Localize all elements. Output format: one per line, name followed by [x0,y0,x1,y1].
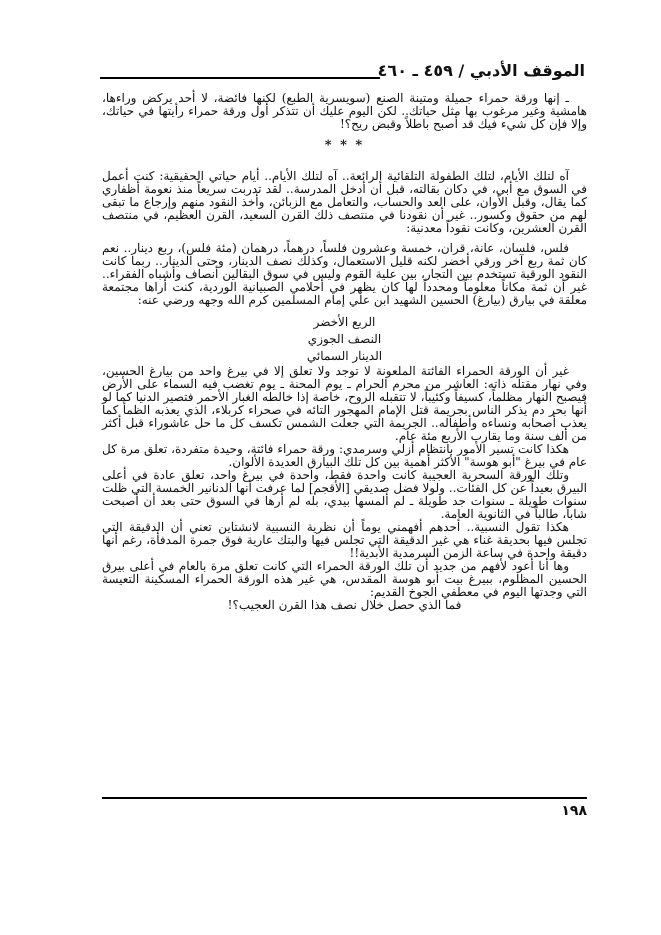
paragraph-3: فلس، فلسان، عانة، قران، خمسة وعشرون فلساً، درهماً، درهمان (مئة فلس)، ربع دينار.. نعم كان ثمة ربع آخر ورقي أخضر لكنه قليل الاستعمال، وكذلك نصف الدينار، وحتى الدينار.. ربما كانت النقود الورقية تستخدم بين التجار، بين علية القوم وليس في سوق البقالين أنصاف وأشباه الفقراء.. غير أن ثمة مكاناً معلوماً ومحدداً لها كان يظهر في أحلامي الصبيانية الوردية، كنت أراها مجتمعة معلقة في بيارق (بيارغ) الحسين الشهيد ابن علي إمام المسلمين كرم الله وجهه ورضي عنه: [102,241,587,307]
article-body [102,92,587,612]
footer-rule [102,797,587,799]
paragraph-5: هكذا كانت تسير الأمور بانتظام أزلي وسرمدي: ورقة حمراء فائتة، وحيدة متفردة، تعلق مرة كل عام في بيرغ "أبو هوسة" الأكثر أهمية بين كل تلك البيارق العديدة الألوان. [102,442,587,469]
page-header [100,58,585,80]
paragraph-7: هكذا تقول النسبية.. أحدهم أفهمني يوماً أن نظرية النسبية لانشتاين تعني أن الدقيقة التي تجلس فيها بحديقة غناء هي غير الدقيقة التي تجلس فيها والبتك عارية فوق جمرة المدفأة، رغم أنها دقيقة واحدة في ساعة الزمن السرمدية الأبدية!! [102,520,587,560]
journal-title: الموقف الأدبي / ٤٥٩ ـ ٤٦٠ [377,61,585,80]
centered-line-2: النصف الجوزي [307,332,382,346]
centered-line-1: الربع الأخضر [313,315,376,329]
paragraph-4: غير أن الورقة الحمراء الفائتة الملعونة لا توجد ولا تعلق إلا في بيرغ واحد من بيارغ الحسين، وفي نهار مقتله ذاته: العاشر من محرم الحرام ـ يوم المحنة ـ يوم تغضب فيه السماء على الأرض فيصبح النهار مظلماً، كسيفاً وكئيباً، لا تتقبله الروح، خاصة إذا خالطه الغبار الأحمر فتصير الدنيا كما لو أنها بحر دم يذكر الناس بجريمة قتل الإمام المهجور التائه في صحراء كربلاء، الذي يعذبه الظمأ كما يعذب أصحابه ونساءه وأطفاله.. الجريمة التي جعلت الشمس تكسف كل ما حل عاشوراء قبل أكثر من ألف سنة وما يقارب الأربع مئة عام. [102,364,587,443]
paragraph-2: آه لتلك الأيام، لتلك الطفولة التلقائية الرائعة.. آه لتلك الأيام.. أيام حياتي الحقيقية: كنت أعمل في السوق مع أبي، في دكان بقالته، قبل أن أدخل المدرسة.. لقد تدربت سريعاً منذ نعومة أظفاري كما يقال، وقبل الأوان، على العد والحساب، والتعامل مع الزبائن، وأخذ النقود منهم وإرجاع ما تبقى لهم من حقوق وكسور.. غير أن نقودنا في منتصف ذلك القرن السعيد، القرن العظيم، في منتصف القرن العشرين، وكانت نقوداً معدنية: [102,169,587,235]
section-separator: * * * [324,138,365,153]
closing-line: فما الذي حصل خلال نصف هذا القرن العجيب؟! [227,598,462,612]
paragraph-8: وها أنا أعود لأفهم من جديد أن تلك الورقة الحمراء التي كانت تعلق مرة بالعام في أعلى بيرق الحسين المظلوم، ببيرغ بيت أبو هوسة المقدس، هي غير هذه الورقة الحمراء المسكينة التعيسة التي وجدتها اليوم في معطفي الجوخ القديم: [102,559,587,599]
header-rule [100,77,380,79]
paragraph-1: ـ إنها ورقة حمراء جميلة ومتينة الصنع (سويسرية الطبع) لكنها فائضة، لا أحد يركض وراءها، هامشية وغير مرغوب بها مثل حياتك.. لكن اليوم عليك أن تتذكر أول ورقة حمراء رأيتها في حياتك، وإلا فإن كل شيء فيك قد أصبح باطلاً وقبض ريح؟! [102,91,587,131]
page-number: ١٩٨ [561,803,587,819]
centered-line-3: الدينار السمائي [306,349,383,363]
paragraph-6: وتلك الورقة السحرية العجيبة كانت واحدة فقط، واحدة في بيرغ واحد، تعلق عادة في أعلى البيرق بعيداً عن كل الفئات.. ولولا فضل صديقي [الأقجم] لما عرفت أنها الدنانير الخمسة التي ظلت سنوات طويلة ـ سنوات جد طويلة ـ لم ألمسها بيدي، بله لم أرها في السوق حتى بعد أن أصبحت شاباً، طالباً في الثانوية العامة. [102,468,587,521]
